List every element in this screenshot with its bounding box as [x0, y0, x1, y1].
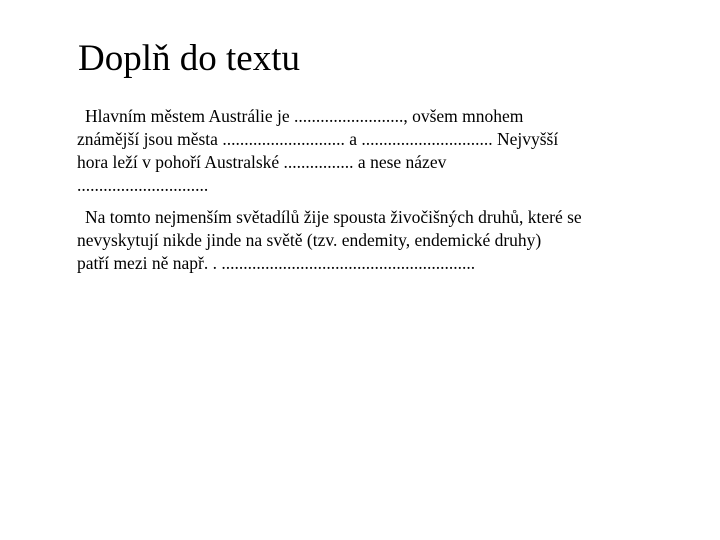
- slide-body: [77, 105, 677, 275]
- paragraph-australia-cities: [77, 105, 677, 197]
- text-line: hora leží v pohoří Australské ................ a nese název: [77, 152, 447, 172]
- slide-title: Doplň do textu: [78, 38, 300, 79]
- text-line: známější jsou města ............................ a .............................. Nejvyšší: [77, 129, 559, 149]
- paragraph-endemic-species: [77, 206, 677, 275]
- text-line: patří mezi ně např. . ..........................................................: [77, 253, 476, 273]
- text-line: Na tomto nejmenším světadílů žije spousta živočišných druhů, které se: [85, 207, 582, 227]
- text-line: ..............................: [77, 175, 209, 195]
- text-line: Hlavním městem Austrálie je ........................., ovšem mnohem: [85, 106, 524, 126]
- text-line: nevyskytují nikde jinde na světě (tzv. endemity, endemické druhy): [77, 230, 542, 250]
- paragraph-spacer: [77, 197, 677, 206]
